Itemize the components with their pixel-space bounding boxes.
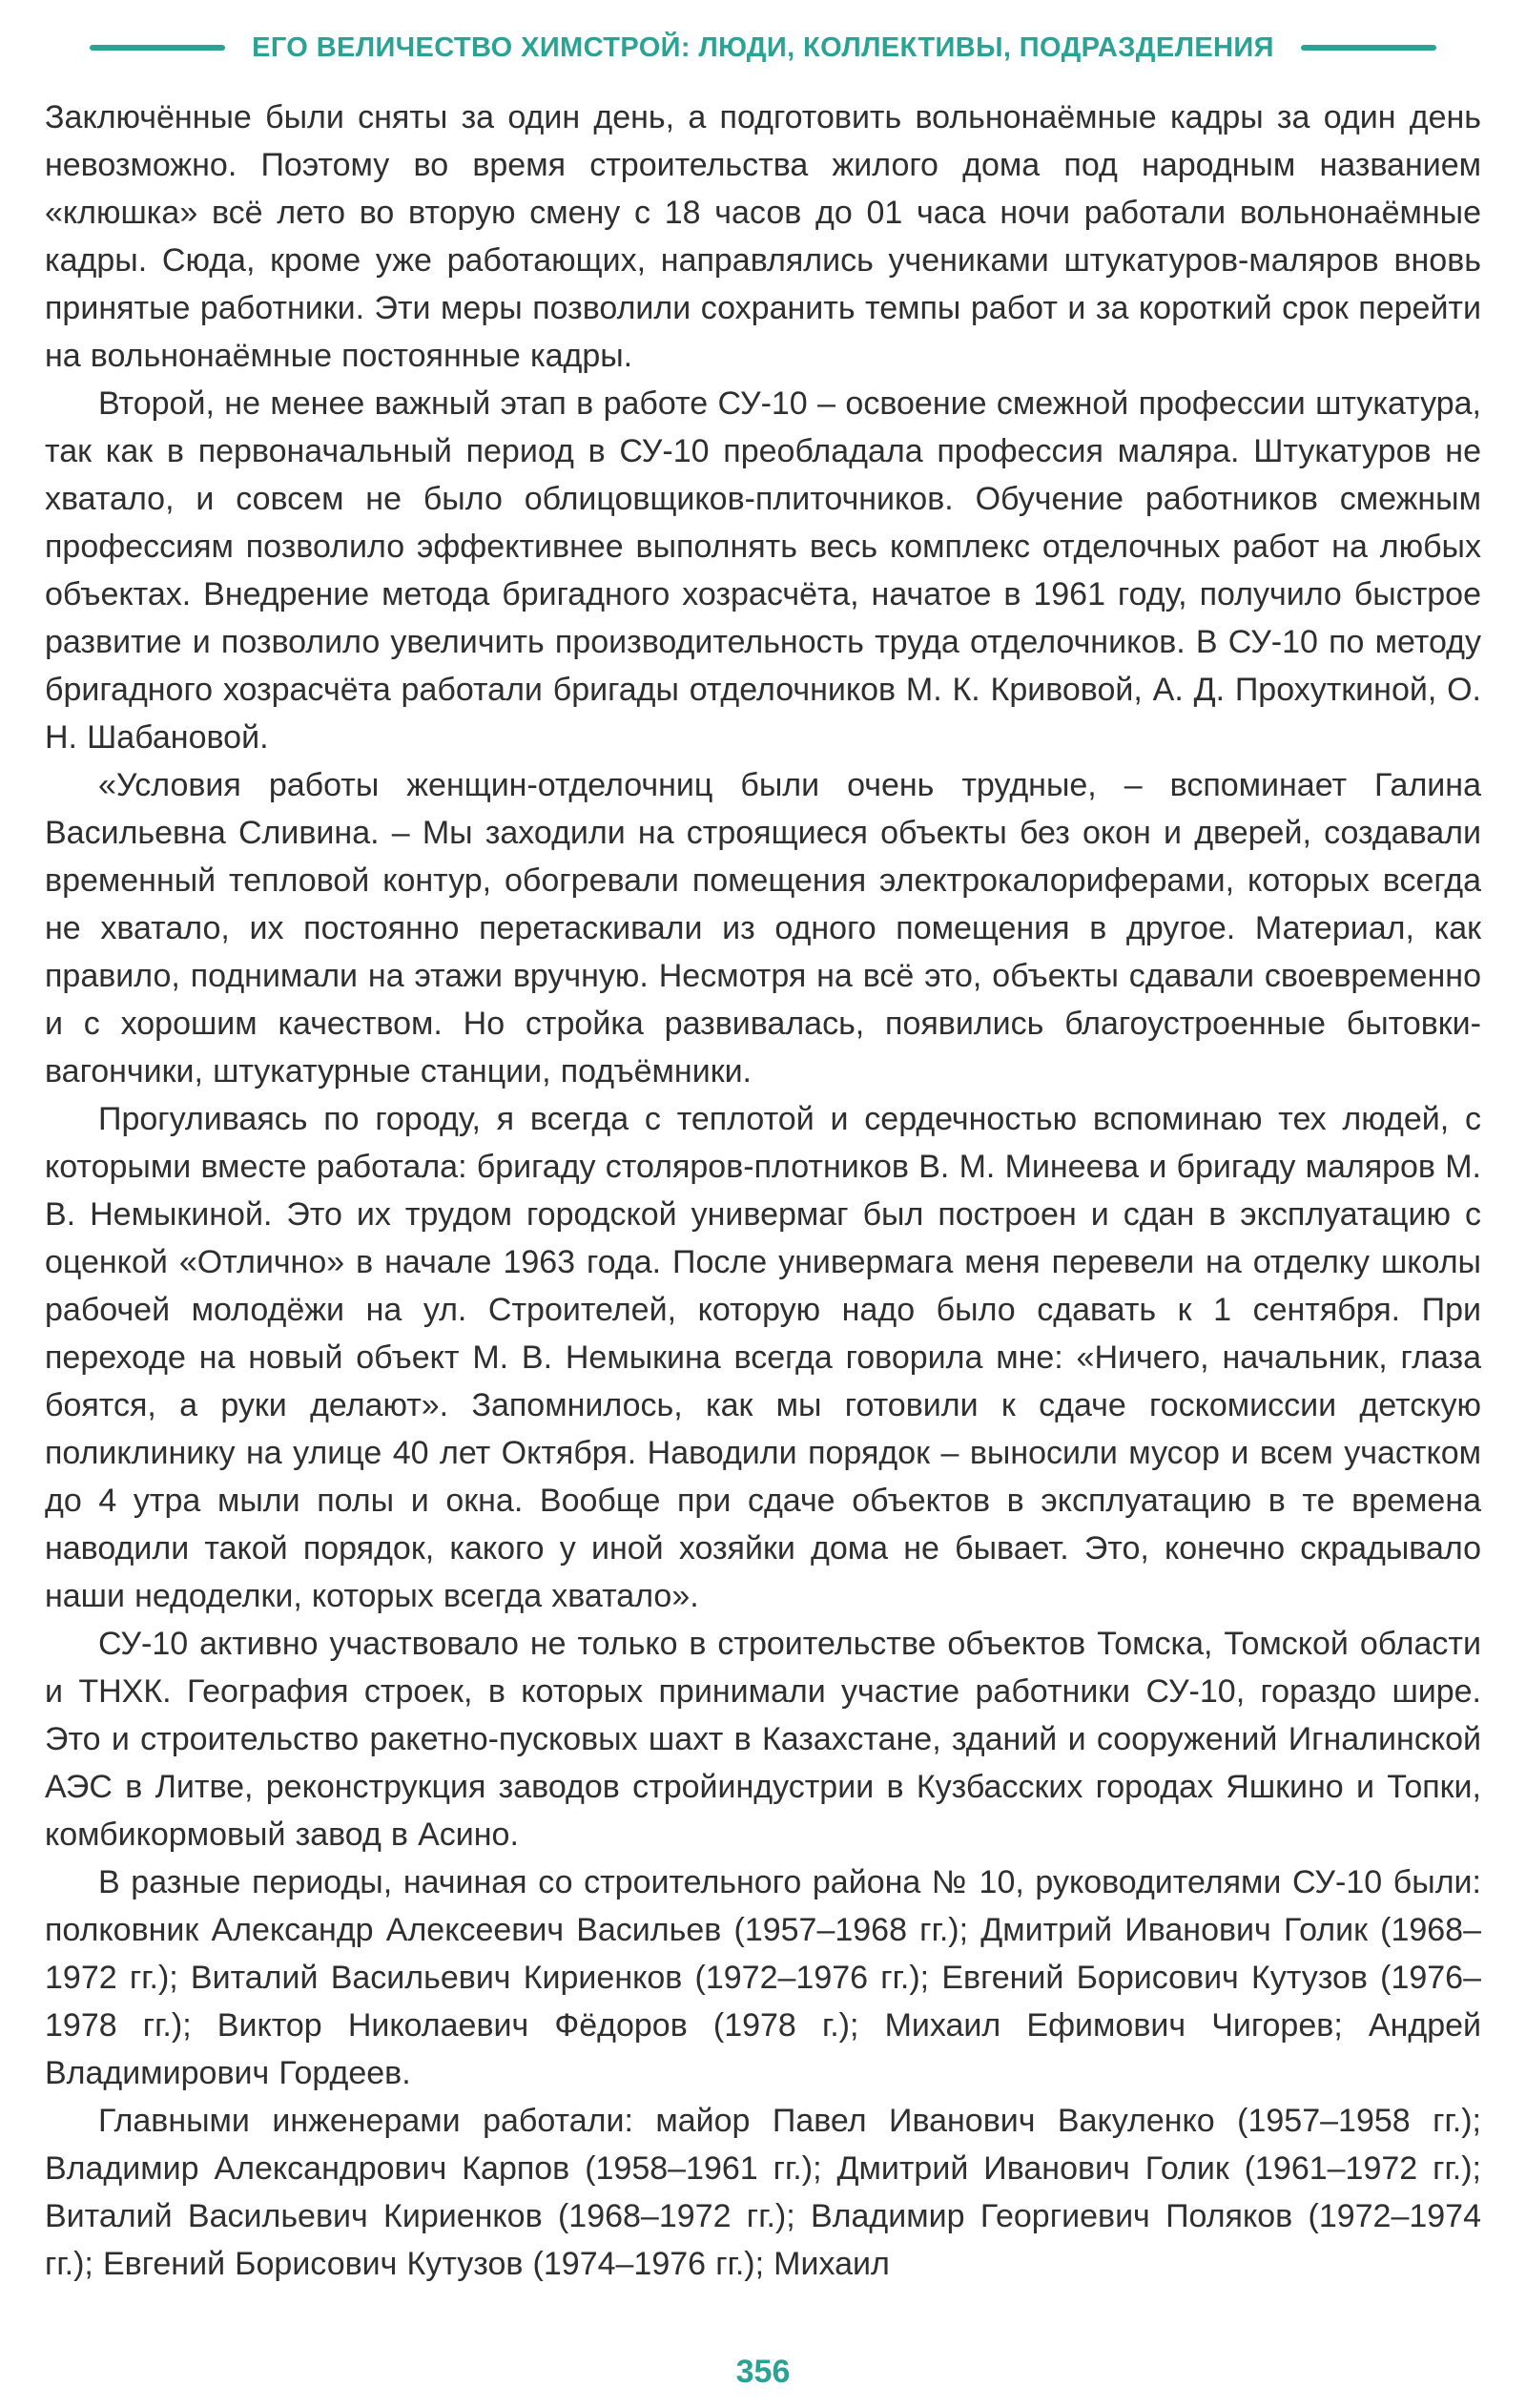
page-body (45, 93, 1481, 2288)
paragraph: В разные периоды, начиная со строительного района № 10, руководителями СУ-10 были: полковник Александр Алексеевич Васильев (1957–1968 гг.); Дмитрий Иванович Голик (1968–1972 гг.); Виталий Васильевич Кириенков (1972–1976 гг.); Евгений Борисович Кутузов (1976–1978 гг.); Виктор Николаевич Фёдоров (1978 г.); Михаил Ефимович Чигорев; Андрей Владимирович Гордеев. (45, 1864, 1481, 2091)
header-rule-right (1301, 45, 1436, 51)
paragraph: Второй, не менее важный этап в работе СУ-10 – освоение смежной профессии штукатура, так как в первоначальный период в СУ-10 преобладала профессия маляра. Штукатуров не хватало, и совсем не было облицовщиков-плиточников. Обучение работников смежным профессиям позволило эффективнее выполнять весь комплекс отделочных работ на любых объектах. Внедрение метода бригадного хозрасчёта, начатое в 1961 году, получило быстрое развитие и позволило увеличить производительность труда отделочников. В СУ-10 по методу бригадного хозрасчёта работали бригады отделочников М. К. Кривовой, А. Д. Прохуткиной, О. Н. Шабановой. (45, 385, 1481, 756)
page-footer (45, 2344, 1481, 2408)
header-rule-left (90, 45, 225, 51)
chapter-header (45, 31, 1481, 65)
paragraph: СУ-10 активно участвовало не только в строительстве объектов Томска, Томской области и ТНХК. География строек, в которых принимали участие работники СУ-10, гораздо шире. Это и строительство ракетно-пусковых шахт в Казахстане, зданий и сооружений Игналинской АЭС в Литве, реконструкция заводов стройиндустрии в Кузбасских городах Яшкино и Топки, комбикормовый завод в Асино. (45, 1626, 1481, 1853)
chapter-title: ЕГО ВЕЛИЧЕСТВО ХИМСТРОЙ: ЛЮДИ, КОЛЛЕКТИВЫ, ПОДРАЗДЕЛЕНИЯ (252, 32, 1274, 63)
paragraph: «Условия работы женщин-отделочниц были очень трудные, – вспоминает Галина Васильевна Сливина. – Мы заходили на строящиеся объекты без окон и дверей, создавали временный тепловой контур, обогревали помещения электрокалориферами, которых всегда не хватало, их постоянно перетаскивали из одного помещения в другое. Материал, как правило, поднимали на этажи вручную. Несмотря на всё это, объекты сдавали своевременно и с хорошим качеством. Но стройка развивалась, появились благоустроенные бытовки-вагончики, штукатурные станции, подъёмники. (45, 767, 1481, 1090)
paragraph: Главными инженерами работали: майор Павел Иванович Вакуленко (1957–1958 гг.); Владимир Александрович Карпов (1958–1961 гг.); Дмитрий Иванович Голик (1961–1972 гг.); Виталий Васильевич Кириенков (1968–1972 гг.); Владимир Георгиевич Поляков (1972–1974 гг.); Евгений Борисович Кутузов (1974–1976 гг.); Михаил (45, 2103, 1481, 2282)
paragraph: Заключённые были сняты за один день, а подготовить вольнонаёмные кадры за один день невозможно. Поэтому во время строительства жилого дома под народным названием «клюшка» всё лето во вторую смену с 18 часов до 01 часа ночи работали вольнонаёмные кадры. Сюда, кроме уже работающих, направлялись учениками штукатуров-маляров вновь принятые работники. Эти меры позволили сохранить темпы работ и за короткий срок перейти на вольнонаёмные постоянные кадры. (45, 99, 1481, 374)
paragraph: Прогуливаясь по городу, я всегда с теплотой и сердечностью вспоминаю тех людей, с которыми вместе работала: бригаду столяров-плотников В. М. Минеева и бригаду маляров М. В. Немыкиной. Это их трудом городской универмаг был построен и сдан в эксплуатацию с оценкой «Отлично» в начале 1963 года. После универмага меня перевели на отделку школы рабочей молодёжи на ул. Строителей, которую надо было сдавать к 1 сентября. При переходе на новый объект М. В. Немыкина всегда говорила мне: «Ничего, начальник, глаза боятся, а руки делают». Запомнилось, как мы готовили к сдаче госкомиссии детскую поликлинику на улице 40 лет Октября. Наводили порядок – выносили мусор и всем участком до 4 утра мыли полы и окна. Вообще при сдаче объектов в эксплуатацию в те времена наводили такой порядок, какого у иной хозяйки дома не бывает. Это, конечно скрадывало наши недоделки, которых всегда хватало». (45, 1101, 1481, 1614)
page-number: 356 (735, 2354, 791, 2390)
